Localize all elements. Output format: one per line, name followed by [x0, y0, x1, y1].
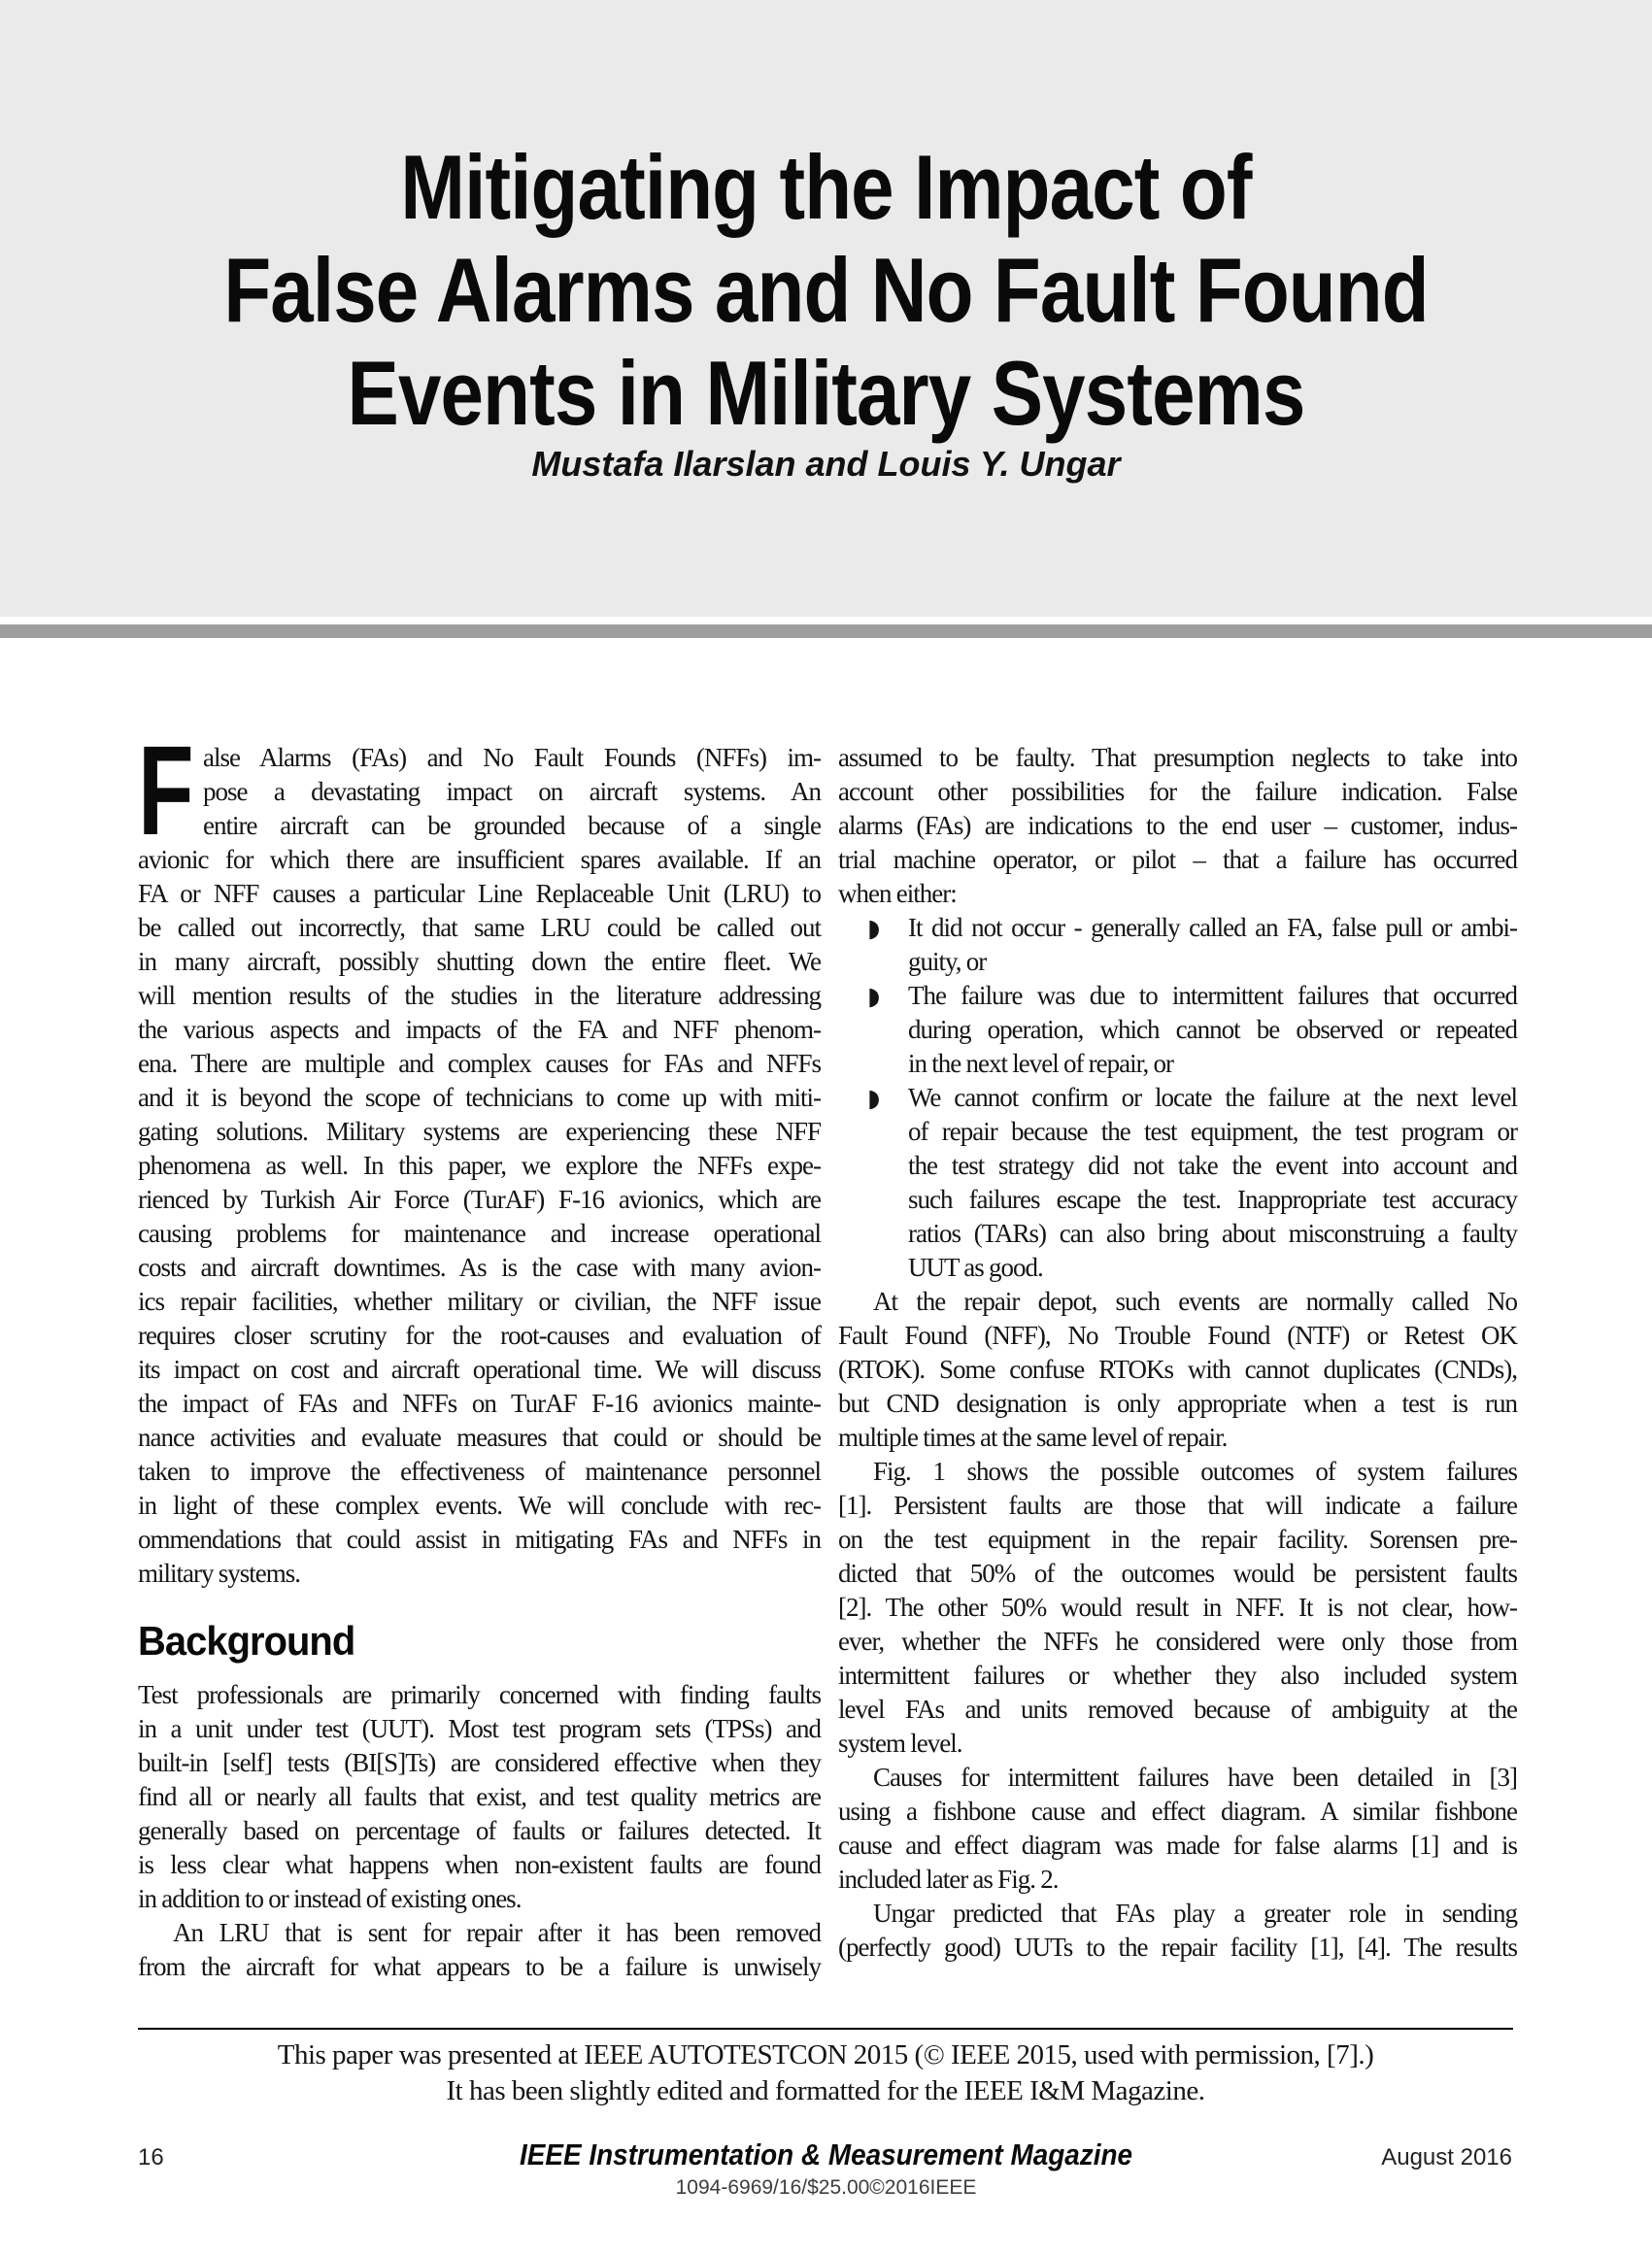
- paragraph: [838, 1761, 1517, 1897]
- text-line: when either:: [838, 879, 957, 908]
- text-line: It did not occur - generally called an FA, false pull or ambi-: [908, 913, 1517, 942]
- text-line: dicted that 50% of the outcomes would be persistent faults: [838, 1559, 1517, 1588]
- text-line: (RTOK). Some confuse RTOKs with cannot duplicates (CNDs),: [838, 1355, 1517, 1384]
- text-line: (perfectly good) UUTs to the repair facility [1], [4]. The results: [838, 1933, 1517, 1962]
- footnote-line: It has been slightly edited and formatted for the IEEE I&M Magazine.: [446, 2075, 1205, 2106]
- article-header: [0, 0, 1652, 617]
- article-body: [138, 719, 1517, 1984]
- text-line: Causes for intermittent failures have been detailed in [3]: [873, 1763, 1517, 1792]
- text-line: An LRU that is sent for repair after it has been removed: [173, 1918, 821, 1947]
- text-line: Fig. 1 shows the possible outcomes of system failures: [873, 1457, 1517, 1486]
- text-line: generally based on percentage of faults or failures detected. It: [138, 1816, 821, 1845]
- text-line: avionic for which there are insufficient spares available. If an: [138, 845, 821, 874]
- text-line: Fault Found (NFF), No Trouble Found (NTF) or Retest OK: [838, 1321, 1517, 1350]
- text-line: level FAs and units removed because of ambiguity at the: [838, 1695, 1517, 1724]
- text-line: guity, or: [908, 947, 987, 976]
- text-line: military systems.: [138, 1559, 300, 1588]
- text-line: built-in [self] tests (BI[S]Ts) are considered effective when they: [138, 1748, 821, 1777]
- bullet-list: [867, 911, 1517, 1285]
- text-line: taken to improve the effectiveness of maintenance personnel: [138, 1457, 821, 1486]
- text-line: rienced by Turkish Air Force (TurAF) F-16 avionics, which are: [138, 1185, 821, 1214]
- paragraph: [838, 1455, 1517, 1761]
- footnote-line: This paper was presented at IEEE AUTOTESTCON 2015 (© IEEE 2015, used with permission, [7].): [277, 2039, 1374, 2070]
- right-column: [838, 741, 1517, 1984]
- intro-paragraph: [138, 719, 821, 1591]
- text-line: phenomena as well. In this paper, we explore the NFFs expe-: [138, 1151, 821, 1180]
- text-line: alse Alarms (FAs) and No Fault Founds (NFFs) im-: [203, 743, 821, 772]
- text-line: Ungar predicted that FAs play a greater role in sending: [873, 1899, 1517, 1928]
- text-line: causing problems for maintenance and increase operational: [138, 1219, 821, 1248]
- footnote-lines: [138, 2037, 1513, 2109]
- text-line: find all or nearly all faults that exist, and test quality metrics are: [138, 1782, 821, 1811]
- text-line: trial machine operator, or pilot – that a failure has occurred: [838, 845, 1517, 874]
- magazine-title: IEEE Instrumentation & Measurement Magazine: [520, 2137, 1132, 2171]
- authors: Mustafa Ilarslan and Louis Y. Ungar: [531, 444, 1121, 484]
- text-line: costs and aircraft downtimes. As is the case with many avion-: [138, 1253, 821, 1282]
- text-line: using a fishbone cause and effect diagram. A similar fishbone: [838, 1797, 1517, 1826]
- section-heading-background: Background: [138, 1618, 355, 1664]
- paragraph: [838, 1897, 1517, 1965]
- text-line: in the next level of repair, or: [908, 1049, 1174, 1078]
- text-line: be called out incorrectly, that same LRU could be called out: [138, 913, 821, 942]
- divider-bar: [0, 624, 1652, 638]
- text-line: UUT as good.: [908, 1253, 1043, 1282]
- text-line: cause and effect diagram was made for false alarms [1] and is: [838, 1831, 1517, 1860]
- paragraph-lines: [138, 719, 821, 1591]
- text-line: ics repair facilities, whether military or civilian, the NFF issue: [138, 1287, 821, 1316]
- text-line: system level.: [838, 1729, 962, 1758]
- text-line: ever, whether the NFFs he considered were only those from: [838, 1627, 1517, 1656]
- text-line: alarms (FAs) are indications to the end user – customer, indus-: [838, 811, 1517, 840]
- text-line: from the aircraft for what appears to be a failure is unwisely: [138, 1952, 821, 1981]
- text-line: the test strategy did not take the event into account and: [908, 1151, 1517, 1180]
- text-line: multiple times at the same level of repair.: [838, 1423, 1228, 1452]
- paragraph: [138, 1916, 821, 1984]
- text-line: assumed to be faulty. That presumption neglects to take into: [838, 743, 1517, 772]
- drop-cap: F: [138, 719, 193, 861]
- text-line: entire aircraft can be grounded because of a single: [203, 811, 821, 840]
- text-line: its impact on cost and aircraft operational time. We will discuss: [138, 1355, 821, 1384]
- text-line: [1]. Persistent faults are those that will indicate a failure: [838, 1491, 1517, 1520]
- paragraph: [838, 1285, 1517, 1455]
- text-line: gating solutions. Military systems are experiencing these NFF: [138, 1117, 821, 1146]
- article-title: [124, 0, 1529, 445]
- text-line: the impact of FAs and NFFs on TurAF F-16 avionics mainte-: [138, 1389, 821, 1418]
- text-line: but CND designation is only appropriate when a test is run: [838, 1389, 1517, 1418]
- text-line: will mention results of the studies in the literature addressing: [138, 981, 821, 1010]
- text-line: ratios (TARs) can also bring about misconstruing a faulty: [908, 1219, 1517, 1248]
- title-line: Events in Military Systems: [347, 342, 1305, 444]
- text-line: account other possibilities for the failure indication. False: [838, 777, 1517, 806]
- text-line: ena. There are multiple and complex causes for FAs and NFFs: [138, 1049, 821, 1078]
- bullet-marker-icon: ◗: [867, 1084, 881, 1112]
- bullet-lines: [908, 979, 1517, 1081]
- text-line: the various aspects and impacts of the FA and NFF phenom-: [138, 1015, 821, 1044]
- text-line: pose a devastating impact on aircraft systems. An: [203, 777, 821, 806]
- text-line: intermittent failures or whether they also included system: [838, 1661, 1517, 1690]
- bullet-lines: [908, 911, 1517, 979]
- bullet-item: [867, 911, 1517, 979]
- title-line: False Alarms and No Fault Found: [223, 239, 1429, 341]
- text-line: requires closer scrutiny for the root-causes and evaluation of: [138, 1321, 821, 1350]
- text-line: in a unit under test (UUT). Most test program sets (TPSs) and: [138, 1714, 821, 1743]
- page-number: 16: [138, 2144, 164, 2171]
- title-line: Mitigating the Impact of: [400, 136, 1252, 238]
- text-line: in many aircraft, possibly shutting down the entire fleet. We: [138, 947, 821, 976]
- text-line: The failure was due to intermittent failures that occurred: [908, 981, 1517, 1010]
- text-line: such failures escape the test. Inappropriate test accuracy: [908, 1185, 1517, 1214]
- text-line: Test professionals are primarily concerned with finding faults: [138, 1680, 821, 1709]
- footnote: [138, 2028, 1513, 2109]
- text-line: [2]. The other 50% would result in NFF. It is not clear, how-: [838, 1593, 1517, 1622]
- footnote-rule: [138, 2028, 1513, 2030]
- bullet-marker-icon: ◗: [867, 982, 881, 1010]
- text-line: during operation, which cannot be observed or repeated: [908, 1015, 1517, 1044]
- bullet-item: [867, 979, 1517, 1081]
- text-line: At the repair depot, such events are normally called No: [873, 1287, 1517, 1316]
- text-line: is less clear what happens when non-existent faults are found: [138, 1850, 821, 1879]
- bullet-lines: [908, 1081, 1517, 1285]
- text-line: and it is beyond the scope of technicians to come up with miti-: [138, 1083, 821, 1112]
- text-line: included later as Fig. 2.: [838, 1865, 1059, 1894]
- text-line: of repair because the test equipment, the test program or: [908, 1117, 1517, 1146]
- bullet-item: [867, 1081, 1517, 1285]
- paragraph: [838, 741, 1517, 911]
- copyright-line: 1094-6969/16/$25.00©2016IEEE: [675, 2176, 977, 2199]
- text-line: nance activities and evaluate measures that could or should be: [138, 1423, 821, 1452]
- issue-date: August 2016: [1381, 2144, 1512, 2171]
- bullet-marker-icon: ◗: [867, 914, 881, 942]
- paragraph: [138, 1678, 821, 1916]
- left-column: [138, 719, 821, 1984]
- text-line: FA or NFF causes a particular Line Replaceable Unit (LRU) to: [138, 879, 821, 908]
- text-line: on the test equipment in the repair facility. Sorensen pre-: [838, 1525, 1517, 1554]
- text-line: We cannot confirm or locate the failure at the next level: [908, 1083, 1517, 1112]
- text-line: in light of these complex events. We will conclude with rec-: [138, 1491, 821, 1520]
- text-line: ommendations that could assist in mitigating FAs and NFFs in: [138, 1525, 821, 1554]
- text-line: in addition to or instead of existing ones.: [138, 1884, 522, 1913]
